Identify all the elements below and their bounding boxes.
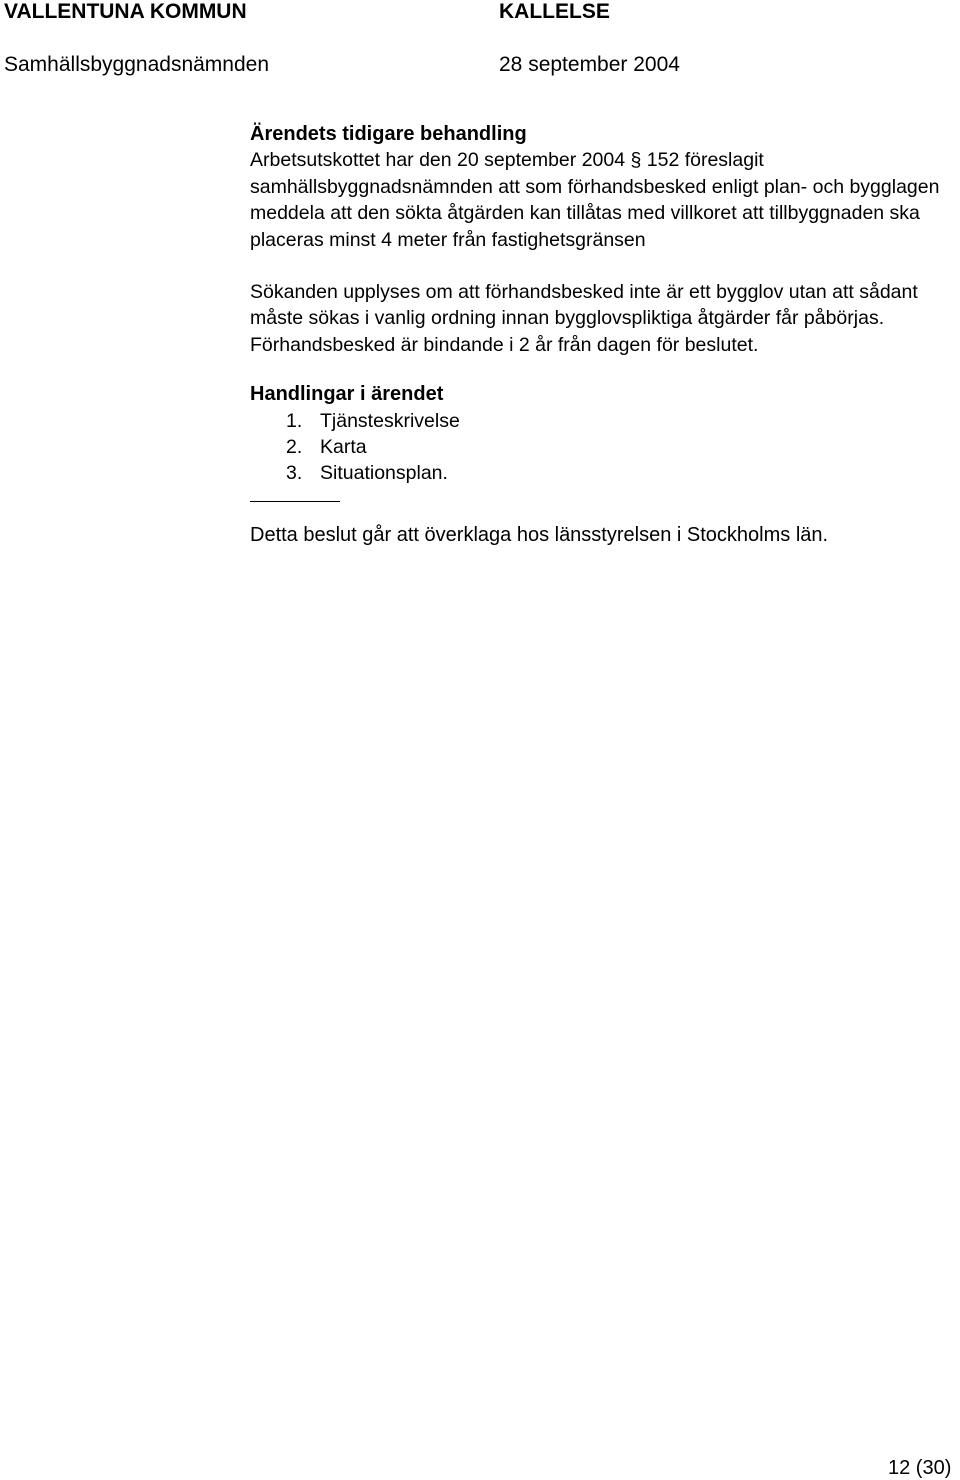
list-item-number: 2.	[286, 436, 303, 459]
department-name: Samhällsbyggnadsnämnden	[4, 53, 270, 76]
document-body	[250, 121, 950, 548]
appeal-notice: Detta beslut går att överklaga hos länsstyrelsen i Stockholms län.	[250, 523, 829, 546]
list-item-number: 1.	[286, 409, 303, 432]
documents-heading: Handlingar i ärendet	[250, 383, 444, 406]
list-item-number: 3.	[286, 462, 303, 485]
history-paragraph-2: Sökanden upplyses om att förhandsbesked inte är ett bygglov utan att sådant måste sökas i vanlig ordning innan bygglovspliktiga åtgärder får påbörjas. Förhandsbesked är bindande i 2 år från dagen för beslutet.	[250, 281, 918, 356]
list-item	[286, 408, 950, 434]
document-type: KALLELSE	[499, 0, 610, 23]
list-item-label: Karta	[320, 436, 367, 459]
list-item-label: Tjänsteskrivelse	[320, 409, 460, 432]
page-number: 12 (30)	[888, 1457, 952, 1479]
list-item	[286, 434, 950, 460]
history-heading: Ärendets tidigare behandling	[250, 123, 527, 145]
document-date: 28 september 2004	[499, 53, 680, 76]
list-item	[286, 460, 950, 486]
history-paragraph-1: Arbetsutskottet har den 20 september 2004 § 152 föreslagit samhällsbyggnadsnämnden att som förhandsbesked enligt plan- och bygglagen meddela att den sökta åtgärden kan tillåtas med villkoret att tillbyggnaden ska placeras minst 4 meter från fastighetsgränsen	[250, 149, 940, 251]
separator-line	[250, 501, 340, 502]
documents-list	[250, 408, 950, 487]
list-item-label: Situationsplan.	[320, 462, 448, 485]
organization-name: VALLENTUNA KOMMUN	[4, 0, 247, 23]
